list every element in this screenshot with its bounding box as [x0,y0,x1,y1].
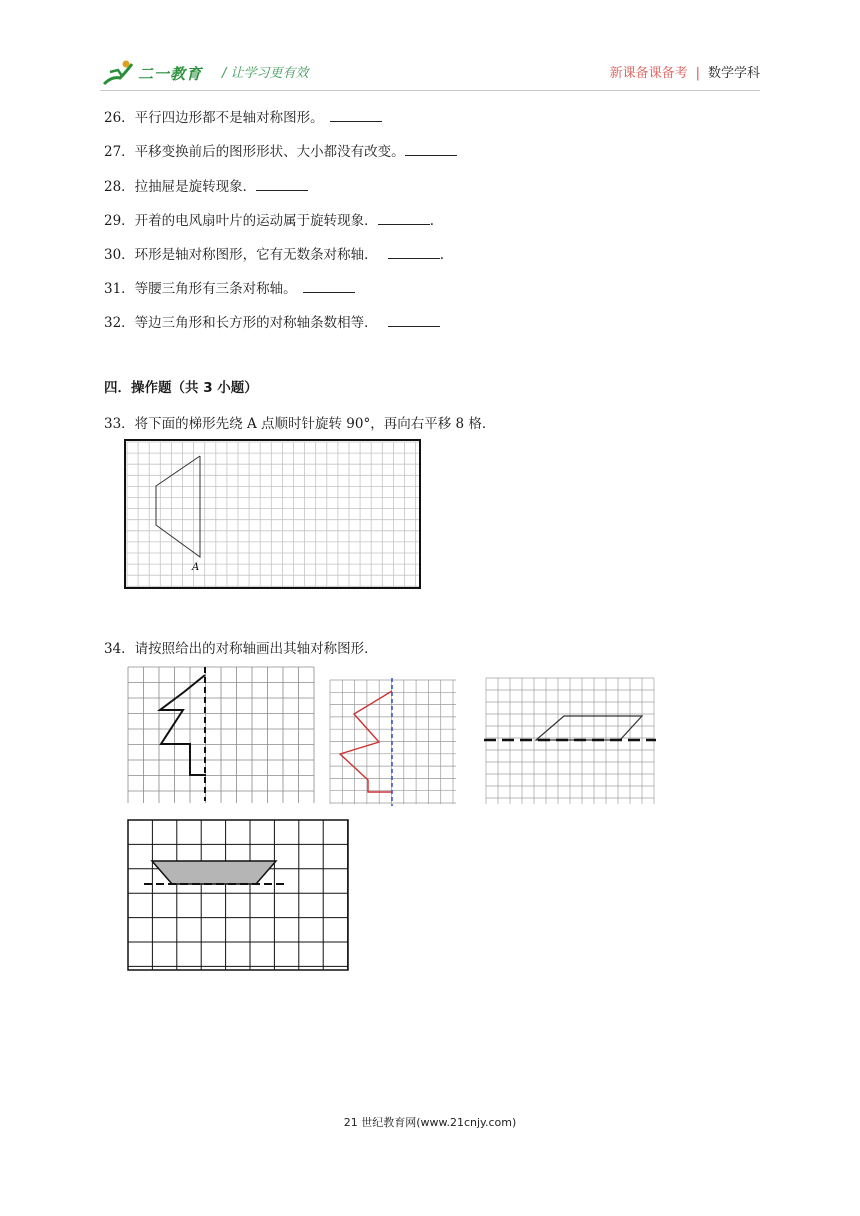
question-31 [104,277,355,297]
answer-blank[interactable] [405,144,457,156]
question-text: 29．开着的电风扇叶片的运动属于旋转现象． [104,213,378,229]
question-32 [104,311,440,331]
question-text: 31．等腰三角形有三条对称轴。 [104,281,297,297]
trapezoid-shape [152,861,276,884]
frame-border [125,440,420,588]
question-33: 33．将下面的梯形先绕 A 点顺时针旋转 90°，再向右平移 8 格． [104,416,496,432]
parallelogram-shape [536,716,642,740]
header-separator: | [695,66,700,81]
question-text: 27．平移变换前后的图形形状、大小都没有改变。 [104,144,405,160]
page-header [100,52,760,92]
question-27 [104,140,457,160]
logo [100,58,212,90]
header-divider [100,90,760,91]
header-tagline: 新课备课备考 [609,66,688,81]
grid-lines [128,667,314,803]
header-subject [610,62,760,81]
question-text: 30．环形是轴对称图形，它有无数条对称轴． [104,247,378,263]
answer-blank[interactable] [256,179,308,191]
answer-blank[interactable] [303,281,355,293]
grid-lines [127,442,419,587]
grid-lines [330,680,456,804]
question-suffix: . [439,247,444,263]
question-29 [104,209,434,229]
point-a-label: A [192,562,200,573]
q34-figure-2 [328,678,458,806]
question-28 [104,175,308,195]
question-text: 28．拉抽屉是旋转现象． [104,179,257,195]
question-34: 34．请按照给出的对称轴画出其轴对称图形． [104,641,378,657]
question-text: 26．平行四边形都不是轴对称图形。 [104,110,324,126]
q34-figure-3 [484,676,656,806]
header-subject-label: 数学学科 [707,66,760,81]
q34-figure-1 [126,665,316,805]
slogan: / 让学习更有效 [222,66,309,81]
q33-grid-figure [124,439,422,590]
page-footer: 21 世纪教育网(www.21cnjy.com) [343,1116,517,1129]
question-suffix: . [429,213,434,229]
section-title: 四．操作题（共 3 小题） [104,380,258,396]
answer-blank[interactable] [330,110,382,122]
q34-figure-4 [126,818,350,972]
answer-blank[interactable] [378,213,430,225]
logo-text: 二一教育 [138,65,203,83]
question-30 [104,243,444,263]
answer-blank[interactable] [388,315,440,327]
runner-logo-icon [100,58,136,88]
question-26 [104,106,382,126]
grid-lines [128,820,348,970]
question-text: 32．等边三角形和长方形的对称轴条数相等． [104,315,378,331]
answer-blank[interactable] [388,247,440,259]
